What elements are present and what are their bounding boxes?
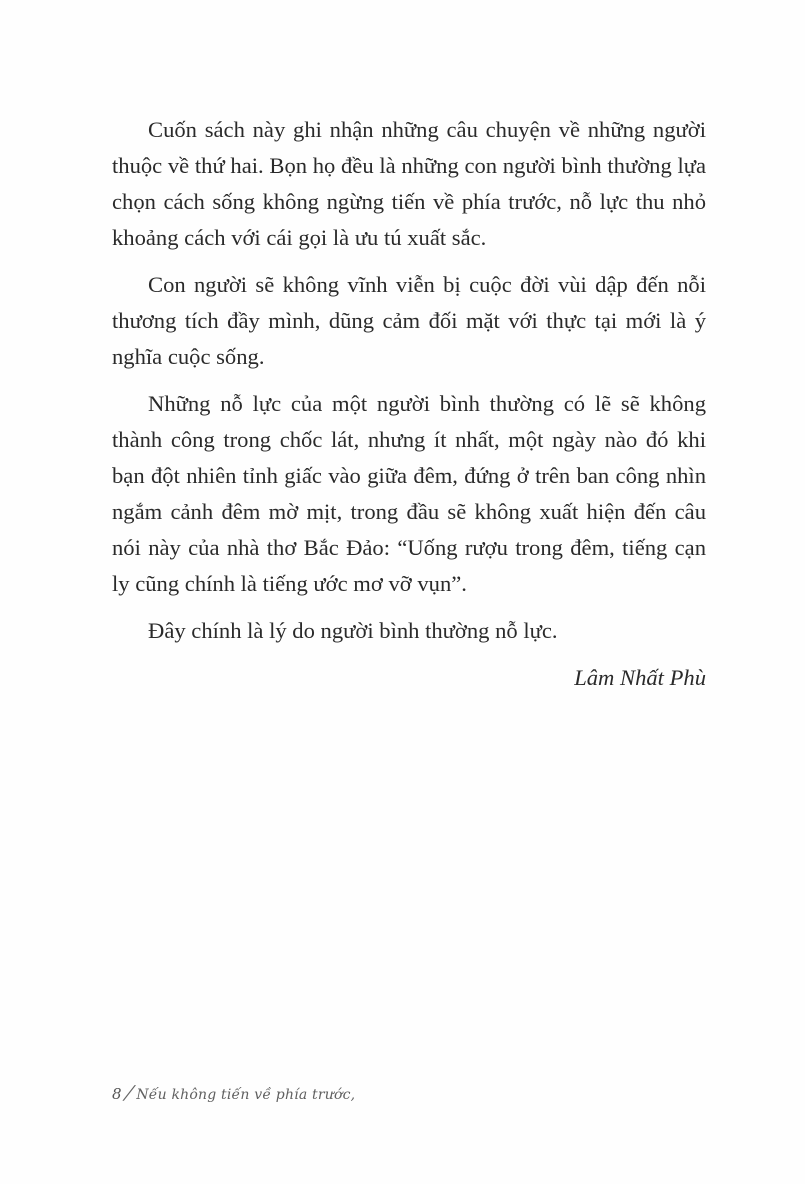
running-title: Nếu không tiến về phía trước, <box>136 1087 356 1103</box>
page-number: 8 <box>112 1085 122 1103</box>
paragraph-3: Những nỗ lực của một người bình thường có lẽ sẽ không thành công trong chốc lát, nhưng ít nhất, một ngày nào đó khi bạn đột nhiên tỉnh giấc vào giữa đêm, đứng ở trên ban công nhìn ngắm cảnh đêm mờ mịt, trong đầu sẽ không xuất hiện đến câu nói này của nhà thơ Bắc Đảo: “Uống rượu trong đêm, tiếng cạn ly cũng chính là tiếng ước mơ vỡ vụn”. <box>112 391 706 596</box>
author-signature: Lâm Nhất Phù <box>574 665 706 690</box>
paragraph-1: Cuốn sách này ghi nhận những câu chuyện về những người thuộc về thứ hai. Bọn họ đều là những con người bình thường lựa chọn cách sống không ngừng tiến về phía trước, nỗ lực thu nhỏ khoảng cách với cái gọi là ưu tú xuất sắc. <box>112 117 706 250</box>
page-footer <box>112 1082 355 1104</box>
paragraph-2: Con người sẽ không vĩnh viễn bị cuộc đời vùi dập đến nỗi thương tích đầy mình, dũng cảm đối mặt với thực tại mới là ý nghĩa cuộc sống. <box>112 272 706 369</box>
paragraph-4: Đây chính là lý do người bình thường nỗ lực. <box>148 618 558 643</box>
page-body <box>112 112 706 696</box>
footer-separator: / <box>122 1082 136 1104</box>
